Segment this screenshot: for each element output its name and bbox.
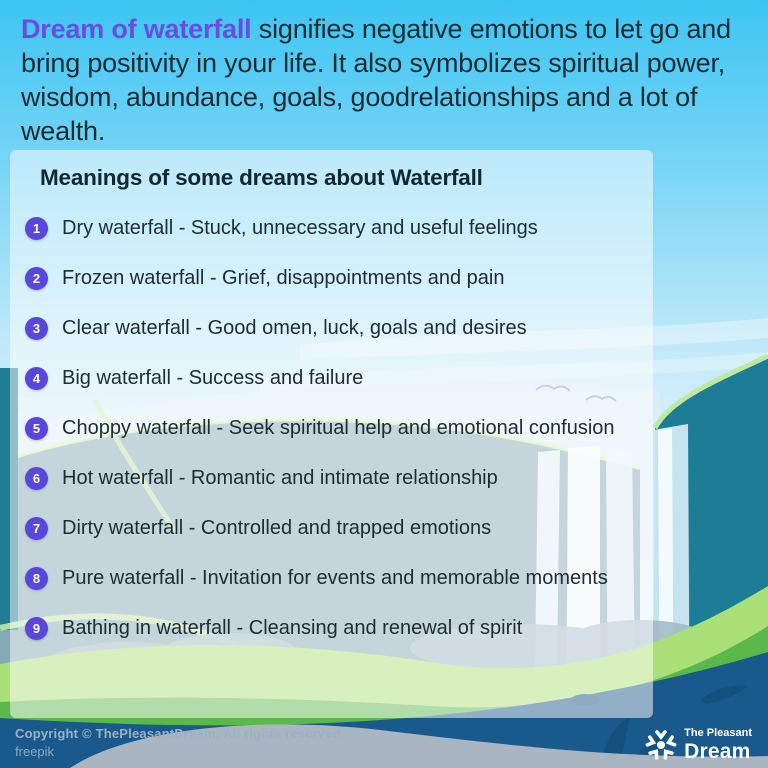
list-item — [25, 315, 653, 341]
copyright-text: Copyright © ThePleasantDream, All rights reserved. — [15, 726, 345, 741]
item-text: Dirty waterfall - Controlled and trapped emotions — [62, 517, 492, 539]
item-text: Pure waterfall - Invitation for events and memorable moments — [62, 567, 608, 589]
logo-text-top: The Pleasant — [684, 727, 752, 739]
item-number-badge: 6 — [25, 467, 48, 490]
attribution-text: freepik — [15, 744, 55, 759]
logo-text-bottom: Dream — [684, 740, 751, 763]
item-text: Choppy waterfall - Seek spiritual help and emotional confusion — [62, 417, 615, 439]
panel-title: Meanings of some dreams about Waterfall — [40, 165, 483, 190]
list-item — [25, 365, 653, 391]
item-number-badge: 4 — [25, 367, 48, 390]
item-text: Clear waterfall - Good omen, luck, goals and desires — [62, 317, 527, 339]
list-item — [25, 415, 653, 441]
item-text: Big waterfall - Success and failure — [62, 367, 364, 389]
item-text: Bathing in waterfall - Cleansing and renewal of spirit — [62, 617, 523, 639]
item-number-badge: 5 — [25, 417, 48, 440]
item-number-badge: 8 — [25, 567, 48, 590]
item-number-badge: 2 — [25, 267, 48, 290]
item-text: Hot waterfall - Romantic and intimate relationship — [62, 467, 498, 489]
title-keyword: Dream of waterfall — [21, 14, 252, 44]
list-item — [25, 265, 653, 291]
item-number-badge: 1 — [25, 217, 48, 240]
brand-logo-text — [684, 728, 752, 762]
list-item — [25, 215, 653, 241]
meanings-list — [10, 215, 653, 641]
page-title — [21, 12, 756, 148]
item-text: Frozen waterfall - Grief, disappointments and pain — [62, 267, 505, 289]
brand-logo — [645, 728, 752, 762]
list-item — [25, 515, 653, 541]
item-number-badge: 3 — [25, 317, 48, 340]
title-description: signifies negative emotions to let go and bring positivity in your life. It also symbolizes spiritual power, wisdom, abundance, goals, goodrelationships and a lot of wealth. — [21, 14, 731, 146]
item-text: Dry waterfall - Stuck, unnecessary and useful feelings — [62, 217, 538, 239]
list-item — [25, 565, 653, 591]
starburst-icon — [645, 728, 677, 762]
list-item — [25, 465, 653, 491]
item-number-badge: 9 — [25, 617, 48, 640]
item-number-badge: 7 — [25, 517, 48, 540]
list-item — [25, 615, 653, 641]
meanings-panel — [10, 150, 653, 718]
